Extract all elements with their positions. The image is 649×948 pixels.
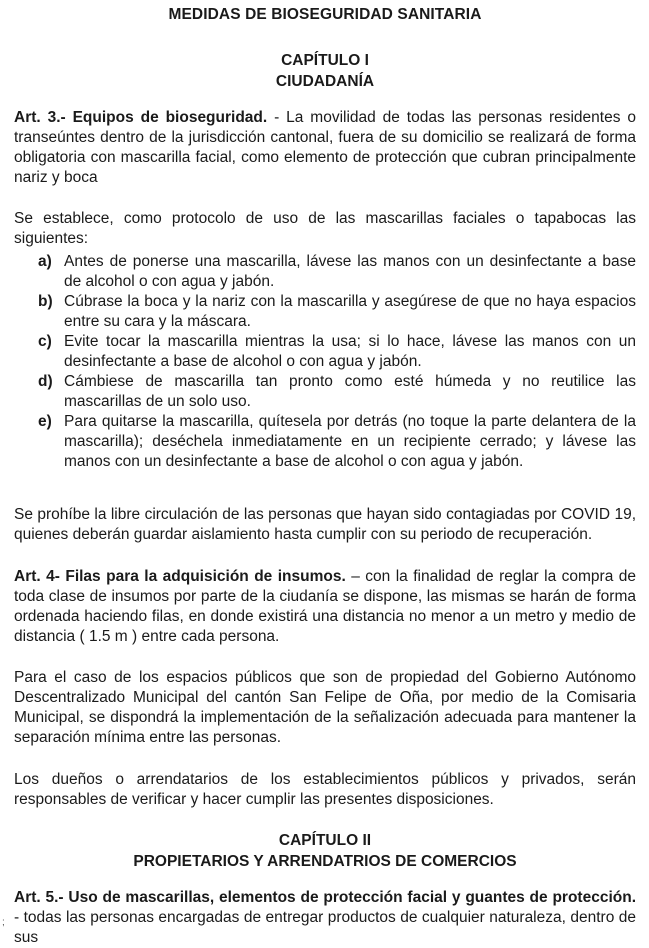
chapter-2-subtitle: PROPIETARIOS Y ARRENDATRIOS DE COMERCIOS <box>133 853 517 870</box>
list-item-text: Antes de ponerse una mascarilla, lávese las manos con un desinfectante a base de alcohol o con agua y jabón. <box>64 253 636 290</box>
list-item-text: Para quitarse la mascarilla, quítesela por detrás (no toque la parte delantera de la mascarilla); deséchela inmediatamente en un recipiente cerrado; y lávese las manos con un desinfectante a base de alcohol o con agua y jabón. <box>64 413 636 470</box>
article-4-heading: Art. 4- Filas para la adquisición de insumos. <box>14 568 346 585</box>
list-item-text: Cámbiese de mascarilla tan pronto como esté húmeda y no reutilice las mascarillas de un solo uso. <box>64 373 636 410</box>
list-item <box>14 372 636 412</box>
chapter-1-header <box>14 50 636 92</box>
chapter-1-title: CAPÍTULO I <box>281 52 369 69</box>
article-5-text: - todas las personas encargadas de entregar productos de cualquier naturaleza, dentro de sus <box>14 909 636 946</box>
list-item <box>14 332 636 372</box>
prohibition-paragraph: Se prohíbe la libre circulación de las personas que hayan sido contagiadas por COVID 19, quienes deberán guardar aislamiento hasta cumplir con su periodo de recuperación. <box>14 506 636 543</box>
public-spaces-paragraph: Para el caso de los espacios públicos que son de propiedad del Gobierno Autónomo Descentralizado Municipal del cantón San Felipe de Oña, por medio de la Comisaria Municipal, se dispondrá la implementación de la señalización adecuada para mantener la separación mínima entre las personas. <box>14 669 636 746</box>
list-item-text: Evite tocar la mascarilla mientras la usa; si lo hace, lávese las manos con un desinfectante a base de alcohol o con agua y jabón. <box>64 333 636 370</box>
list-item <box>14 412 636 472</box>
article-3-heading: Art. 3.- Equipos de bioseguridad. <box>14 109 268 126</box>
article-4-text: – con la finalidad de reglar la compra de toda clase de insumos por parte de la ciudanía se dispone, las mismas se harán de forma ordenada haciendo filas, en donde existirá una distancia no menor a un metro y medio de distancia ( 1.5 m ) entre cada persona. <box>14 568 636 645</box>
list-item-label: e) <box>38 413 52 430</box>
owners-paragraph: Los dueños o arrendatarios de los establecimientos públicos y privados, serán responsables de verificar y hacer cumplir las presentes disposiciones. <box>14 771 636 808</box>
protocol-list <box>14 252 636 472</box>
chapter-1-subtitle: CIUDADANÍA <box>275 73 375 90</box>
chapter-2-title: CAPÍTULO II <box>278 832 372 849</box>
list-item-text: Cúbrase la boca y la nariz con la mascarilla y asegúrese de que no haya espacios entre su cara y la máscara. <box>64 293 636 330</box>
protocol-intro: Se establece, como protocolo de uso de las mascarillas faciales o tapabocas las siguientes: <box>14 210 636 247</box>
article-5-heading: Art. 5.- Uso de mascarillas, elementos de protección facial y guantes de protección. <box>14 889 636 906</box>
list-item <box>14 292 636 332</box>
list-item <box>14 252 636 292</box>
article-3-paragraph <box>14 108 636 188</box>
chapter-2-header <box>14 830 636 872</box>
main-title: MEDIDAS DE BIOSEGURIDAD SANITARIA <box>168 6 482 23</box>
list-item-label: a) <box>38 253 52 270</box>
list-item-label: b) <box>38 293 53 310</box>
article-4-paragraph <box>14 567 636 647</box>
article-3-text: - La movilidad de todas las personas residentes o transeúntes dentro de la jurisdicción cantonal, fuera de su domicilio se realizará de forma obligatoria con mascarilla facial, como elemento de protección que cubran principalmente nariz y boca <box>14 109 636 186</box>
margin-mark: ; <box>2 917 5 928</box>
list-item-label: c) <box>38 333 52 350</box>
article-5-paragraph <box>14 888 636 948</box>
list-item-label: d) <box>38 373 53 390</box>
